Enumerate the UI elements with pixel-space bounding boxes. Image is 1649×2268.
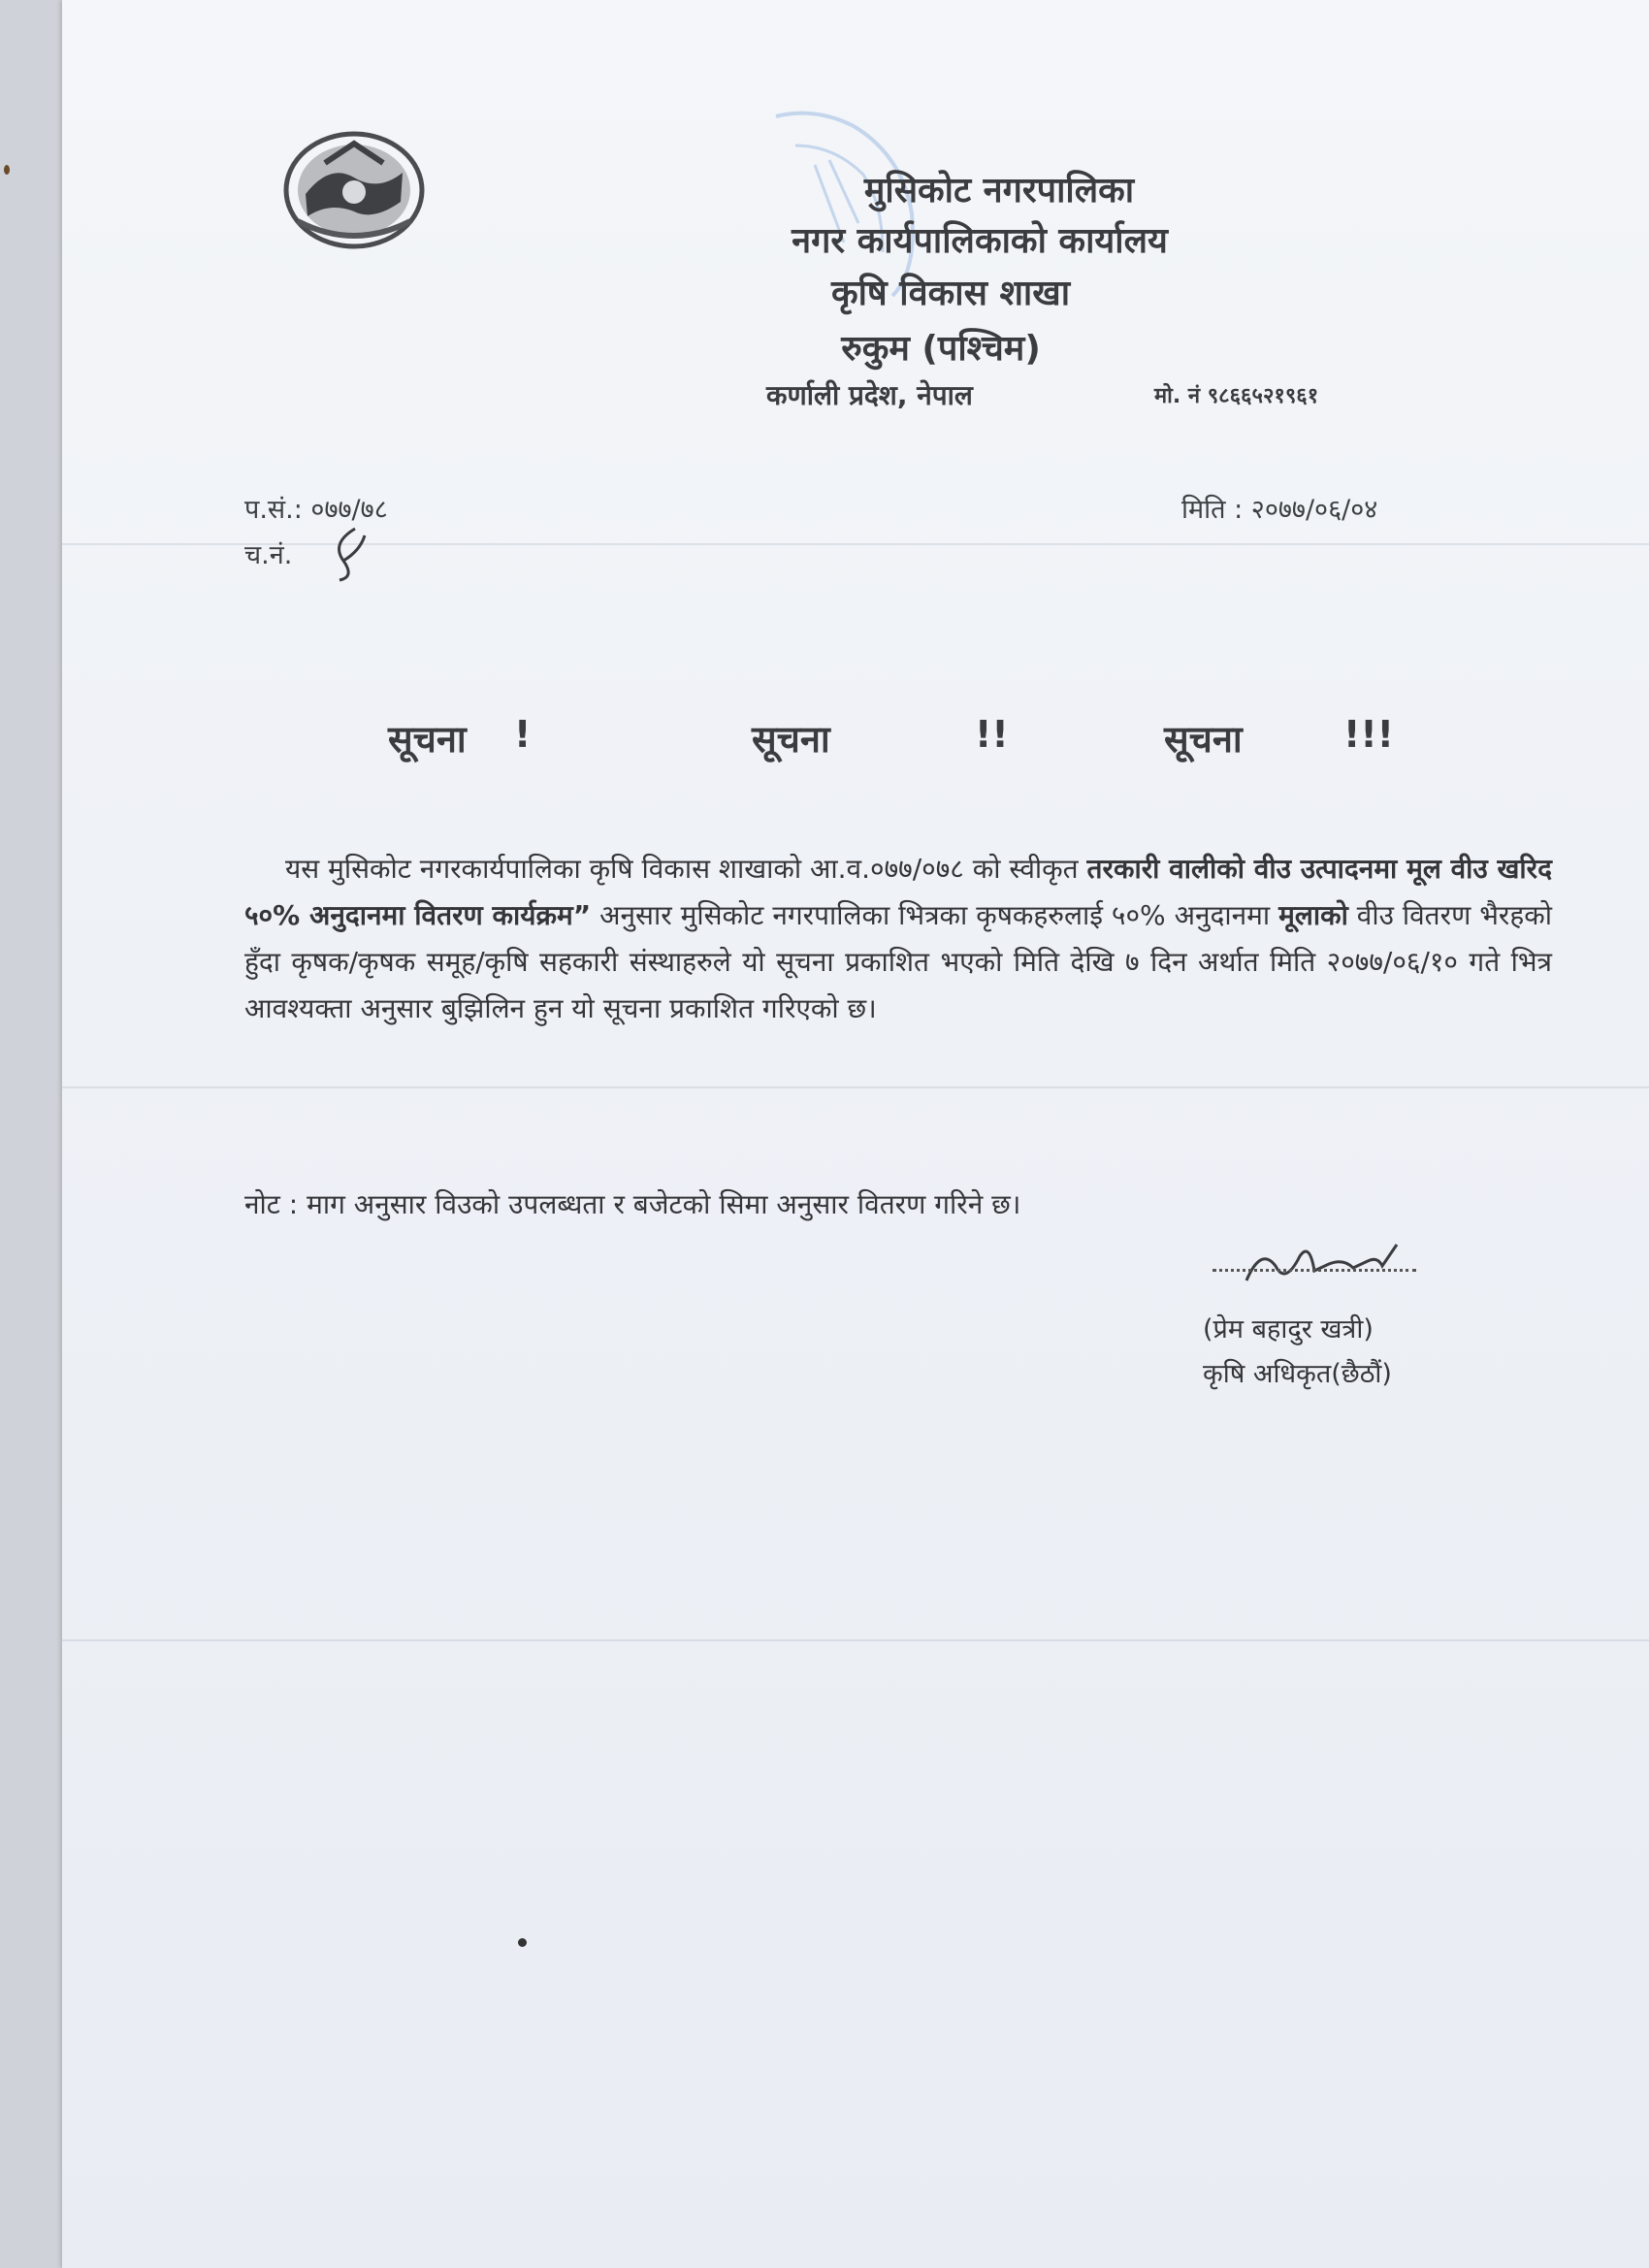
- notice-heading-mark: !!!: [1343, 713, 1394, 756]
- province-name: कर्णाली प्रदेश, नेपाल: [766, 379, 973, 411]
- signer-name: (प्रेम बहादुर खत्री): [1203, 1314, 1374, 1345]
- handwritten-signature: [1208, 1237, 1421, 1295]
- paper-fold: [62, 1639, 1649, 1641]
- branch-name: कृषि विकास शाखा: [830, 274, 1071, 313]
- paper-speck: [4, 165, 10, 175]
- mobile-number: मो. नं ९८६६५२१९६१: [1154, 384, 1319, 408]
- municipality-name: मुसिकोट नगरपालिका: [863, 171, 1135, 211]
- notice-heading-word: सूचना: [388, 718, 467, 761]
- notice-heading-mark: !: [514, 713, 532, 756]
- note-line: नोट : माग अनुसार विउको उपलब्धता र बजेटको सिमा अनुसार वितरण गरिने छ।: [244, 1188, 1021, 1220]
- body-bold-crop-name: मूलाको: [1278, 899, 1348, 931]
- handwritten-dispatch-number: [326, 524, 374, 582]
- body-text-segment: अनुसार मुसिकोट नगरपालिका भित्रका कृषकहरुलाई ५०% अनुदानमा: [591, 899, 1279, 931]
- dispatch-number-label: च.नं.: [244, 540, 293, 570]
- body-bold-program-name: तरकारी वालीको वीउ उत्पादनमा मूल वीउ खरिद ५०% अनुदानमा वितरण कार्यक्रम”: [244, 853, 1552, 931]
- body-text-segment: वीउ वितरण भैरहको हुँदा कृषक/कृषक समूह/कृषि सहकारी संस्थाहरुले यो सूचना प्रकाशित भएको मिति देखि ७ दिन अर्थात मिति २०७७/०६/१० गते भित्र आवश्यक्ता अनुसार बुझिलिन हुन यो सूचना प्रकाशित गरिएको छ।: [244, 899, 1553, 1024]
- notice-body-paragraph: [244, 846, 1552, 1032]
- office-name: नगर कार्यपालिकाको कार्यालय: [792, 221, 1168, 261]
- notice-heading-mark: !!: [975, 713, 1009, 756]
- letter-date: मिति : २०७७/०६/०४: [1181, 495, 1378, 525]
- paper-fold: [62, 543, 1649, 545]
- signature-line: [1212, 1269, 1416, 1272]
- district-name: रुकुम (पश्चिम): [841, 329, 1041, 369]
- paper-fold: [62, 1086, 1649, 1088]
- notice-heading-word: सूचना: [1164, 718, 1243, 761]
- paper-speck: [518, 1938, 527, 1947]
- notice-heading-word: सूचना: [752, 718, 830, 761]
- body-text-segment: यस मुसिकोट नगरकार्यपालिका कृषि विकास शाखाको आ.व.०७७/०७८ को स्वीकृत: [285, 853, 1087, 885]
- letter-reference-number: प.सं.: ०७७/७८: [244, 495, 388, 525]
- signer-title: कृषि अधिकृत(छैठौं): [1203, 1359, 1392, 1389]
